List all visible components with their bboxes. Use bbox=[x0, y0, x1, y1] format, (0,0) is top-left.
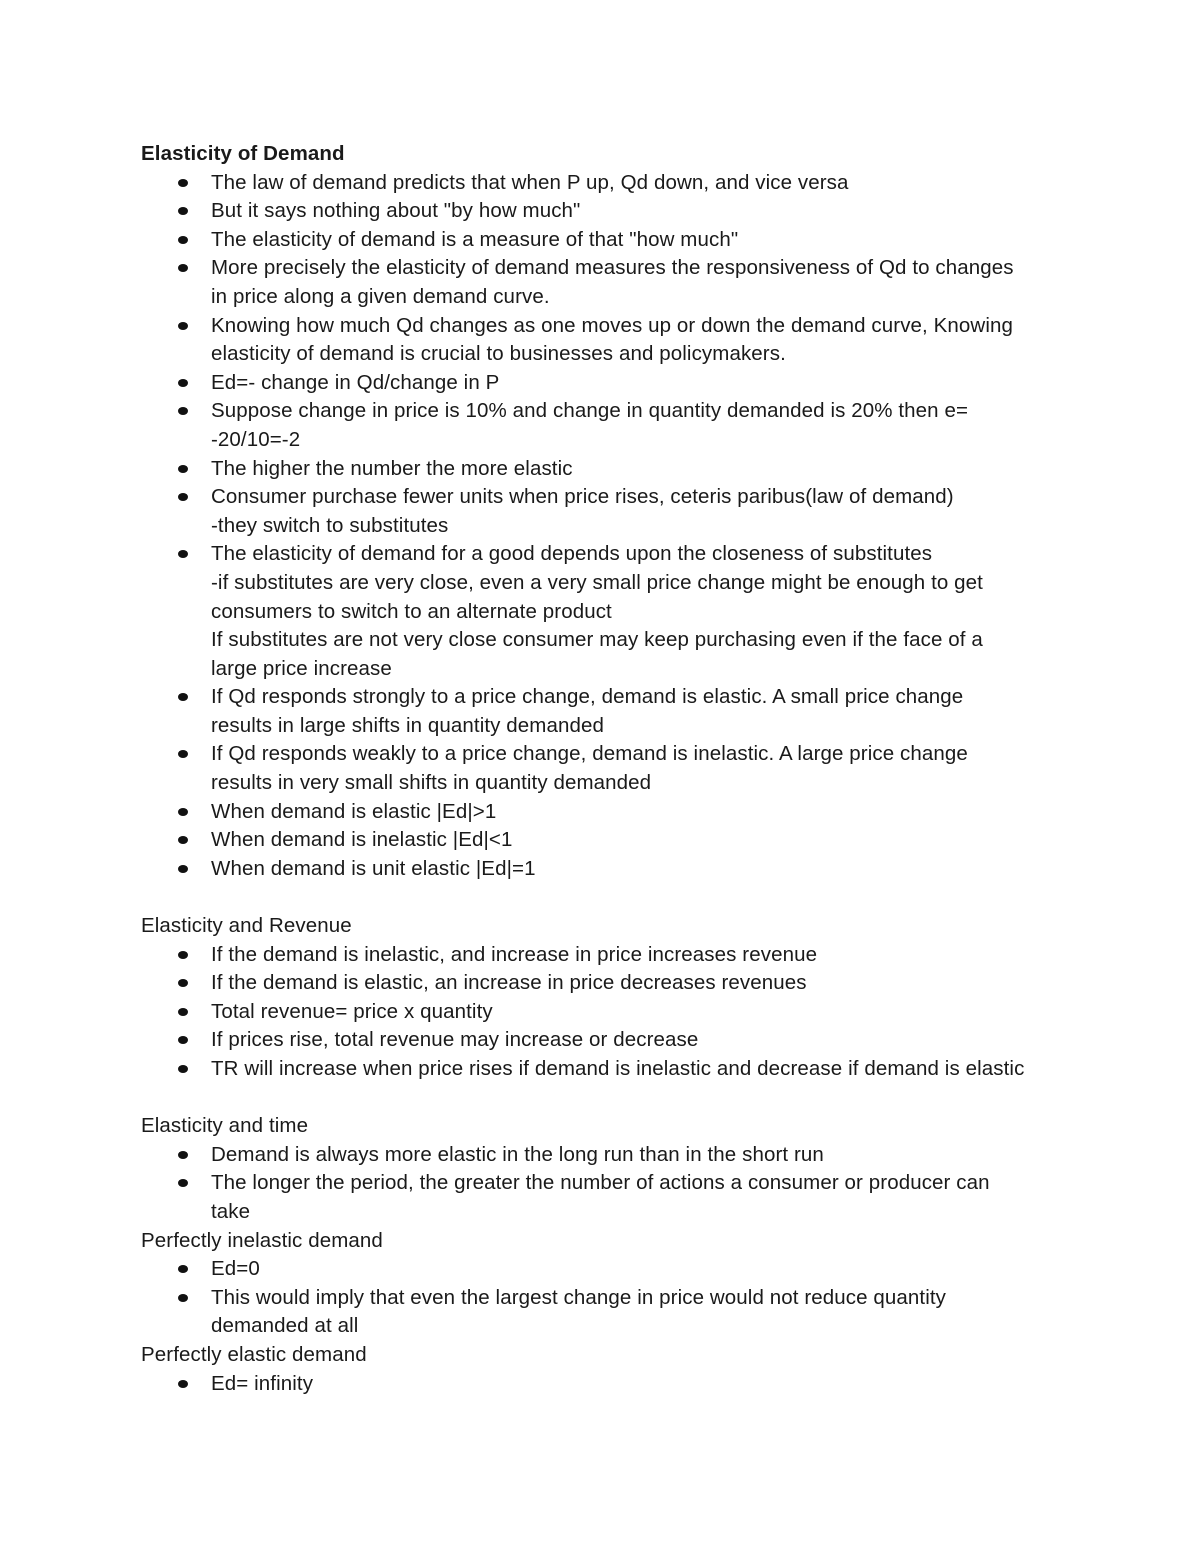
bullet-list-elasticity-of-demand bbox=[141, 169, 1071, 884]
list-item bbox=[141, 740, 1071, 797]
list-item-text: More precisely the elasticity of demand measures the responsiveness of Qd to changes bbox=[211, 256, 1014, 280]
list-item bbox=[141, 169, 1071, 198]
list-item-text: If the demand is elastic, an increase in price decreases revenues bbox=[211, 971, 807, 995]
bullet-dot-icon bbox=[178, 1294, 188, 1302]
bullet-dot-icon bbox=[178, 465, 188, 473]
bullet-dot-icon bbox=[178, 808, 188, 816]
list-item bbox=[141, 455, 1071, 484]
list-item-text: results in very small shifts in quantity demanded bbox=[211, 771, 652, 795]
list-item-text: consumers to switch to an alternate product bbox=[211, 599, 612, 623]
bullet-dot-icon bbox=[178, 264, 188, 272]
bullet-dot-icon bbox=[178, 1179, 188, 1187]
list-item bbox=[141, 1141, 1071, 1170]
list-item-text: The elasticity of demand is a measure of that "how much" bbox=[211, 227, 739, 251]
bullet-dot-icon bbox=[178, 550, 188, 558]
list-item-text: When demand is inelastic |Ed|<1 bbox=[211, 828, 513, 852]
list-item bbox=[141, 1026, 1071, 1055]
list-item-text: Total revenue= price x quantity bbox=[211, 999, 493, 1023]
list-item-text: If Qd responds weakly to a price change, demand is inelastic. A large price change bbox=[211, 742, 968, 766]
list-item-text: The longer the period, the greater the number of actions a consumer or producer can bbox=[211, 1171, 990, 1195]
bullet-dot-icon bbox=[178, 407, 188, 415]
bullet-dot-icon bbox=[178, 836, 188, 844]
list-item-text: Knowing how much Qd changes as one moves up or down the demand curve, Knowing bbox=[211, 313, 1013, 337]
list-item-text: take bbox=[211, 1199, 251, 1223]
list-item bbox=[141, 683, 1071, 740]
section-title-perfectly-elastic-demand: Perfectly elastic demand bbox=[141, 1342, 367, 1366]
list-item-text: elasticity of demand is crucial to businesses and policymakers. bbox=[211, 342, 786, 366]
bullet-dot-icon bbox=[178, 1065, 188, 1073]
list-item bbox=[141, 969, 1071, 998]
bullet-dot-icon bbox=[178, 951, 188, 959]
list-item bbox=[141, 312, 1071, 369]
list-item-text: If prices rise, total revenue may increase or decrease bbox=[211, 1028, 699, 1052]
spacer bbox=[141, 1084, 1071, 1113]
bullet-dot-icon bbox=[178, 1151, 188, 1159]
bullet-dot-icon bbox=[178, 979, 188, 987]
bullet-dot-icon bbox=[178, 179, 188, 187]
bullet-dot-icon bbox=[178, 207, 188, 215]
bullet-list-elasticity-and-time bbox=[141, 1141, 1071, 1227]
bullet-dot-icon bbox=[178, 236, 188, 244]
bullet-dot-icon bbox=[178, 1380, 188, 1388]
section-title-elasticity-and-revenue: Elasticity and Revenue bbox=[141, 914, 352, 938]
list-item-text: The law of demand predicts that when P up, Qd down, and vice versa bbox=[211, 170, 849, 194]
list-item-text: But it says nothing about "by how much" bbox=[211, 199, 581, 223]
list-item-text: Ed=0 bbox=[211, 1257, 260, 1281]
list-item-text: in price along a given demand curve. bbox=[211, 284, 550, 308]
bullet-dot-icon bbox=[178, 493, 188, 501]
bullet-dot-icon bbox=[178, 693, 188, 701]
list-item-text: Ed=- change in Qd/change in P bbox=[211, 370, 500, 394]
list-item bbox=[141, 226, 1071, 255]
list-item bbox=[141, 998, 1071, 1027]
spacer bbox=[141, 883, 1071, 912]
list-item bbox=[141, 197, 1071, 226]
list-item bbox=[141, 855, 1071, 884]
list-item bbox=[141, 483, 1071, 540]
list-item-text: results in large shifts in quantity demanded bbox=[211, 713, 604, 737]
list-item bbox=[141, 941, 1071, 970]
list-item-text: Consumer purchase fewer units when price rises, ceteris paribus(law of demand) bbox=[211, 485, 954, 509]
list-item bbox=[141, 798, 1071, 827]
document-page bbox=[141, 140, 1071, 1398]
bullet-dot-icon bbox=[178, 322, 188, 330]
bullet-dot-icon bbox=[178, 865, 188, 873]
list-item bbox=[141, 826, 1071, 855]
section-title-elasticity-and-time: Elasticity and time bbox=[141, 1114, 309, 1138]
bullet-dot-icon bbox=[178, 1265, 188, 1273]
bullet-dot-icon bbox=[178, 379, 188, 387]
bullet-dot-icon bbox=[178, 1036, 188, 1044]
list-item-text: TR will increase when price rises if demand is inelastic and decrease if demand is elastic bbox=[211, 1057, 1025, 1080]
section-title-perfectly-inelastic-demand: Perfectly inelastic demand bbox=[141, 1228, 383, 1252]
list-item-text: The higher the number the more elastic bbox=[211, 456, 573, 480]
list-item bbox=[141, 369, 1071, 398]
bullet-list-perfectly-inelastic-demand bbox=[141, 1255, 1071, 1341]
list-item-text: Ed= infinity bbox=[211, 1371, 314, 1395]
list-item-text: If Qd responds strongly to a price change, demand is elastic. A small price change bbox=[211, 685, 964, 709]
list-item-text: -20/10=-2 bbox=[211, 427, 301, 451]
list-item-text: If substitutes are not very close consumer may keep purchasing even if the face of a bbox=[211, 628, 983, 652]
list-item-text: When demand is elastic |Ed|>1 bbox=[211, 799, 497, 823]
list-item-text: When demand is unit elastic |Ed|=1 bbox=[211, 856, 536, 880]
list-item-text: Demand is always more elastic in the long run than in the short run bbox=[211, 1142, 824, 1166]
list-item bbox=[141, 1055, 1071, 1084]
list-item bbox=[141, 1370, 1071, 1399]
list-item-text: large price increase bbox=[211, 656, 392, 680]
list-item-text: Suppose change in price is 10% and change in quantity demanded is 20% then e= bbox=[211, 399, 969, 423]
list-item-text: -if substitutes are very close, even a very small price change might be enough to get bbox=[211, 570, 983, 594]
list-item bbox=[141, 540, 1071, 683]
bullet-dot-icon bbox=[178, 750, 188, 758]
list-item bbox=[141, 254, 1071, 311]
bullet-list-elasticity-and-revenue bbox=[141, 941, 1071, 1084]
list-item-text: demanded at all bbox=[211, 1314, 359, 1338]
list-item-text: -they switch to substitutes bbox=[211, 513, 449, 537]
list-item-text: This would imply that even the largest change in price would not reduce quantity bbox=[211, 1285, 947, 1309]
list-item-text: The elasticity of demand for a good depends upon the closeness of substitutes bbox=[211, 542, 933, 566]
list-item bbox=[141, 1255, 1071, 1284]
bullet-dot-icon bbox=[178, 1008, 188, 1016]
list-item bbox=[141, 397, 1071, 454]
list-item-text: If the demand is inelastic, and increase in price increases revenue bbox=[211, 942, 818, 966]
list-item bbox=[141, 1169, 1071, 1226]
list-item bbox=[141, 1284, 1071, 1341]
bullet-list-perfectly-elastic-demand bbox=[141, 1370, 1071, 1399]
section-title-elasticity-of-demand: Elasticity of Demand bbox=[141, 142, 345, 165]
